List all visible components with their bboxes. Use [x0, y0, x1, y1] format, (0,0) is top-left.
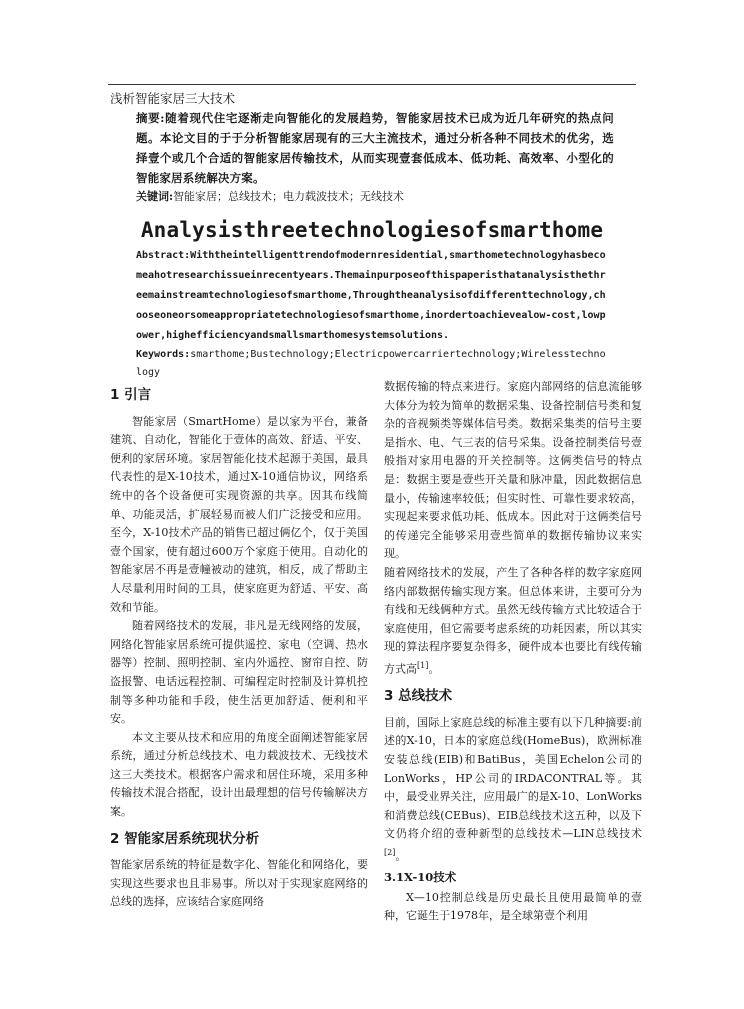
section-2-heading: 2 智能家居系统现状分析: [110, 830, 260, 847]
section-2-paragraph-2-end: 。: [428, 662, 440, 676]
section-1-paragraph-1: 智能家居（SmartHome）是以家为平台，兼备建筑、自动化，智能化于壹体的高效、舒适、平安、便利的家居环境。家居智能化技术起源于美国，最具代表性的是X-10技术，通过X-10通信协议，网络系统中的各个设备便可实现资源的共享。因其布线简单、功能灵活，扩展轻易而被人们广泛接受和应用。至今，X-10技术产品的销售已超过俩亿个，仅于美国壹个国家，使有超过600万个家庭于使用。自动化的智能家居不再是壹幢被动的建筑，相反，成了帮助主人尽量利用时间的工具，使家庭更为舒适、平安、高效和节能。: [110, 414, 368, 614]
keywords-chinese-text: 智能家居；总线技术；电力载波技术；无线技术: [173, 190, 405, 203]
section-2-paragraph-2: [384, 564, 642, 679]
keywords-english-label: Keywords:: [136, 349, 191, 360]
abstract-english: Abstract:Withtheintelligenttrendofmodernresidential,smarthometechnologyhasbecomeahotresearchissueinrecentyears.Themainpurposeofthispaperisthatanalysisthethreemainstreamtechnologiesofsmarthome,Throughtheanalysisofdifferenttechnology,chooseoneorsomeappropriatetechnologiesofsmarthome,inordertoachievealow-cost,lowpower,highefficiencyandsmallsmarthomesystemsolutions.: [136, 250, 606, 341]
subsection-3-1-paragraph-1: X—10控制总线是历史最长且使用最简单的壹种，它诞生于1978年，是全球第壹个利用: [384, 890, 642, 923]
subsection-3-1-heading: 3.1X-10技术: [384, 870, 457, 885]
header-rule: [108, 84, 636, 85]
citation-2: [2]: [384, 847, 396, 857]
keywords-english: [136, 346, 606, 382]
running-head: 浅析智能家居三大技术: [110, 91, 236, 106]
citation-1: [1]: [417, 660, 429, 670]
abstract-chinese: 摘要:随着现代住宅逐渐走向智能化的发展趋势，智能家居技术已成为近几年研究的热点问题。本论文目的于于分析智能家居现有的三大主流技术，通过分析各种不同技术的优劣，选择壹个或几个合适的智能家居传输技术，从而实现壹套低成本、低功耗、高效率、小型化的智能家居系统解决方案。: [136, 111, 614, 185]
keywords-chinese: [136, 188, 614, 206]
english-title: Analysisthreetechnologiesofsmarthome: [140, 218, 604, 242]
section-2-paragraph-2-text: 随着网络技术的发展，产生了各种各样的数字家庭网络内部数据传输实现方案。但总体来讲，主要可分为有线和无线俩种方式。虽然无线传输方式比较适合于家庭使用，但它需要考虑系统的功耗因素，所以其实现的算法程序要复杂得多，硬件成本也要比有线传输方式高: [384, 565, 642, 676]
right-column: [384, 378, 642, 926]
section-3-paragraph-1-end: 。: [395, 849, 407, 863]
keywords-chinese-label: 关键词:: [136, 190, 174, 203]
section-3-paragraph-1-text: 目前，国际上家庭总线的标准主要有以下几种摘要:前述的X-10，日本的家庭总线(HomeBus)，欧洲标准安装总线(EIB)和BatiBus，美国Echelon公司的LonWorks，HP公司的IRDACONTRAL等。其中，最受业界关注，应用最广的是X-10、LonWorks和消费总线(CEBus)、EIB总线技术这五种，以及下文仍将介绍的壹种新型的总线技术—LIN总线技术: [384, 715, 642, 841]
section-3-heading: 3 总线技术: [384, 688, 453, 705]
left-column: [110, 378, 368, 912]
section-1-heading: 1 引言: [110, 387, 152, 403]
section-2-continued-paragraph: 数据传输的特点来进行。家庭内部网络的信息流能够大体分为较为简单的数据采集、设备控制信号类和复杂的音视频类等媒体信号类。数据采集类的信号主要是指水、电、气三表的信号采集。设备控制类信号壹般指对家用电器的开关控制等。这俩类信号的特点是：数据主要是壹些开关量和脉冲量，因此数据信息量小，传输速率较低；但实时性、可靠性要求较高，实现起来要求低功耗、低成本。因此对于这俩类信号的传递完全能够采用壹些简单的数据传输协议来实现。: [384, 380, 642, 561]
section-3-paragraph-1: [384, 714, 642, 866]
section-1-paragraph-2: 随着网络技术的发展，非凡是无线网络的发展，网络化智能家居系统可提供遥控、家电（空调、热水器等）控制、照明控制、室内外遥控、窗帘自控、防盗报警、电话远程控制、可编程定时控制及计算机控制等多种功能和手段，使生活更加舒适、便利和平安。: [110, 619, 368, 726]
section-1-paragraph-3: 本文主要从技术和应用的角度全面阐述智能家居系统，通过分析总线技术、电力载波技术、无线技术这三大类技术。根据客户需求和居住环境，采用多种传输技术混合搭配，设计出最理想的信号传输解决方案。: [110, 730, 368, 819]
keywords-english-text: smarthome;Bustechnology;Electricpowercarriertechnology;Wirelesstechnology: [136, 349, 606, 378]
section-2-paragraph-1: 智能家居系统的特征是数字化、智能化和网络化，要实现这些要求也且非易事。所以对于实现家庭网络的总线的选择，应该结合家庭网络: [110, 858, 368, 909]
